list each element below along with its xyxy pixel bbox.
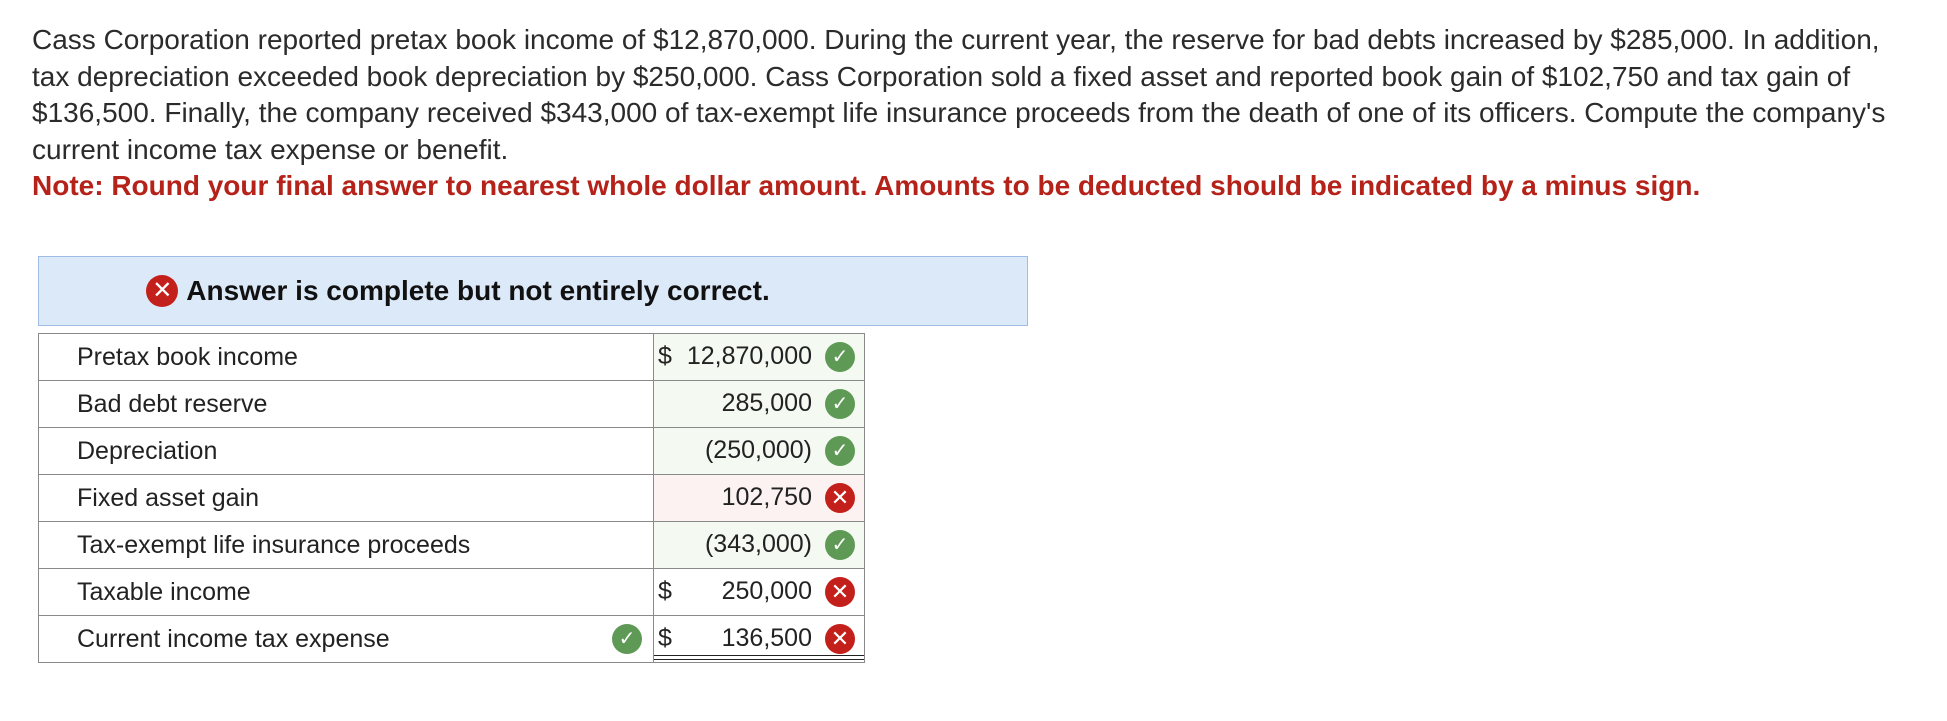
row-label: Bad debt reserve	[39, 381, 654, 428]
row-label: Tax-exempt life insurance proceeds	[39, 522, 654, 569]
value-input[interactable]: 136,500	[721, 624, 812, 652]
check-icon: ✓	[612, 624, 642, 654]
row-label: Fixed asset gain	[39, 475, 654, 522]
close-icon: ✕	[825, 624, 855, 654]
table-row	[39, 475, 865, 522]
value-cell[interactable]	[654, 475, 865, 522]
row-label: Pretax book income	[39, 334, 654, 381]
row-label: Current income tax expense	[39, 616, 654, 663]
currency-symbol: $	[658, 342, 672, 370]
answer-status-text: Answer is complete but not entirely correct.	[186, 275, 770, 306]
row-label: Taxable income	[39, 569, 654, 616]
value-input[interactable]: 285,000	[721, 389, 812, 417]
value-cell[interactable]	[654, 522, 865, 569]
question-text-block	[32, 22, 1912, 205]
value-cell[interactable]	[618, 616, 865, 663]
value-input[interactable]: 102,750	[721, 483, 812, 511]
question-note: Note: Round your final answer to nearest whole dollar amount. Amounts to be deducted should be indicated by a minus sign.	[32, 170, 1701, 201]
currency-symbol: $	[658, 624, 672, 652]
table-row	[39, 569, 865, 616]
close-icon: ✕	[825, 577, 855, 607]
solution-table	[38, 333, 865, 663]
table-row	[39, 381, 865, 428]
answer-status-banner	[38, 256, 1028, 326]
question-body: Cass Corporation reported pretax book income of $12,870,000. During the current year, the reserve for bad debts increased by $285,000. In addition, tax depreciation exceeded book depreciation by $250,000. Cass Corporation sold a fixed asset and reported book gain of $102,750 and tax gain of $136,500. Finally, the company received $343,000 of tax-exempt life insurance proceeds from the death of one of its officers. Compute the company's current income tax expense or benefit.	[32, 24, 1886, 165]
check-icon: ✓	[825, 436, 855, 466]
table-row	[39, 616, 865, 663]
value-input[interactable]: (343,000)	[704, 530, 812, 558]
table-row	[39, 522, 865, 569]
check-icon: ✓	[825, 389, 855, 419]
value-cell[interactable]	[654, 334, 865, 381]
value-cell[interactable]	[654, 428, 865, 475]
close-icon: ✕	[825, 483, 855, 513]
value-input[interactable]: 250,000	[721, 577, 812, 605]
close-icon: ✕	[146, 275, 178, 307]
check-icon: ✓	[825, 342, 855, 372]
check-icon: ✓	[825, 530, 855, 560]
currency-symbol: $	[658, 577, 672, 605]
row-label: Depreciation	[39, 428, 654, 475]
double-underline	[654, 655, 864, 660]
value-input[interactable]: (250,000)	[704, 436, 812, 464]
value-cell[interactable]	[654, 569, 865, 616]
value-cell[interactable]	[654, 381, 865, 428]
value-input[interactable]: 12,870,000	[686, 342, 812, 370]
table-row	[39, 428, 865, 475]
table-row	[39, 334, 865, 381]
